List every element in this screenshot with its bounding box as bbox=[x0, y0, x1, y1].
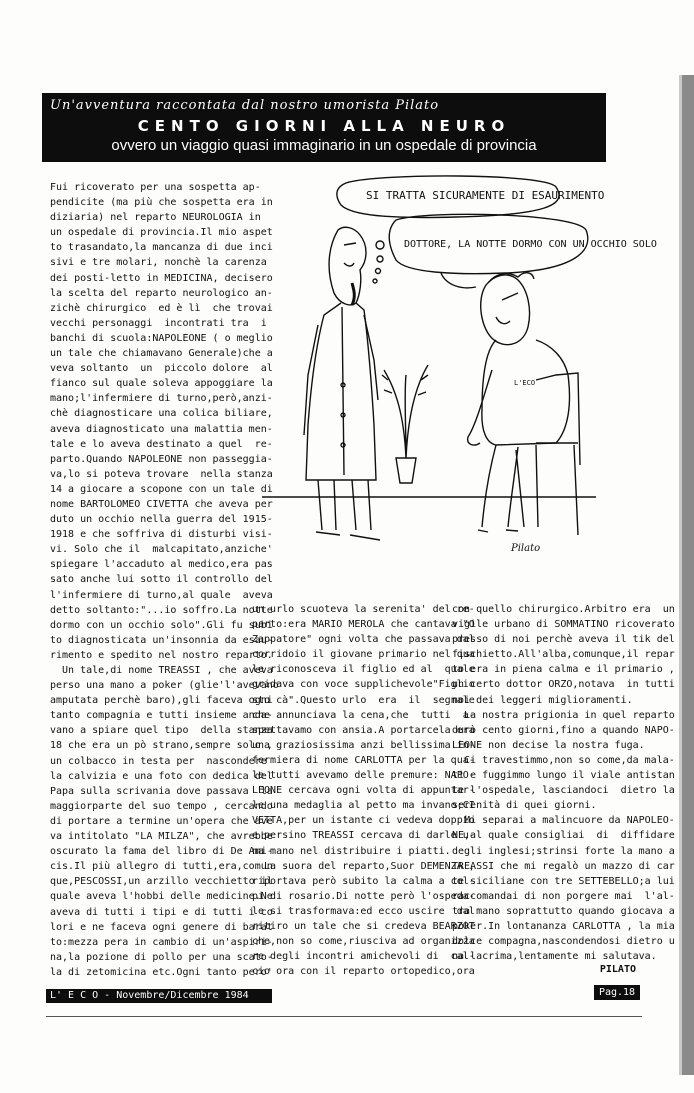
shirt-label: L'ECO bbox=[514, 379, 536, 387]
chair bbox=[516, 373, 580, 535]
cartoon-illustration bbox=[256, 175, 657, 570]
text-column-2: un urlo scuoteva la serenita' del re- parto:era MARIO MEROLA che cantava "O Zappatore" ogni volta che passava dal corridoio il giovane primario nel qua le riconosceva il figlio ed al quale gridava con voce supplichevole"Figlio sto cà".Questo urlo era il segnale che annunciava la cena,che tutti a- spettavamo con ansia.A portarcela era una graziosissima anzi bellissima in- fermiera di nome CARLOTTA per la qua- le tutti avevamo delle premure: NAPO- LEONE cercava ogni volta di appuntar- le una medaglia al petto ma invano;CI VETTA,per un istante ci vedeva doppio e persino TREASSI cercava di darle u- na mano nel distribuire i piatti. La suora del reparto,Suor DEMENZA , riportava però subito la calma a col- pi di rosario.Di notte però l'ospeda- le si trasformava:ed ecco uscire dal ritiro un tale che si credeva BEARZOT che,non so come,riusciva ad organizza re degli incontri amichevoli di cal- cio ora con il reparto ortopedico,ora bbox=[252, 604, 475, 978]
illustration-signature: Pilato bbox=[511, 543, 541, 554]
text-column-3: con quello chirurgico.Arbitro era un vigile urbano di SOMMATINO ricoverato presso di noi perchè aveva il tik del fischietto.All'alba,comunque,il repar to era in piena calma e il primario , un certo dottor ORZO,notava in tutti noi dei leggeri miglioramenti. La nostra prigionia in quel reparto durò cento giorni,fino a quando NAPO- LEONE non decise la nostra fuga. Ci travestimmo,non so come,da mala- ti e fuggimmo lungo il viale antistan te l'ospedale, lasciandoci dietro la serenità di quei giorni. Mi separai a malincuore da NAPOLEO- NE,al quale consigliai di diffidare degli inglesi;strinsi forte la mano a TREASSI che mi regalò un mazzo di car te siciliane con tre SETTEBELLO;a lui raccomandai di non porgere mai l'al- tra mano soprattutto quando giocava a poker.In lontananza CARLOTTA , la mia dolce compagna,nascondendosi dietro u na lacrima,lentamente mi salutava. bbox=[452, 604, 675, 963]
article-subtitle: ovvero un viaggio quasi immaginario in un ospedale di provincia bbox=[111, 137, 537, 154]
page-number: Pag.18 bbox=[594, 985, 640, 1000]
article-kicker: Un'avventura raccontata dal nostro umorista Pilato bbox=[50, 98, 440, 113]
patient-figure bbox=[481, 275, 530, 345]
bubble-doctor-text: SI TRATTA SICURAMENTE DI ESAURIMENTO bbox=[366, 189, 605, 202]
author-signature: PILATO bbox=[599, 964, 636, 975]
scan-edge bbox=[682, 75, 694, 1075]
footer-publication: L' E C O - Novembre/Dicembre 1984 bbox=[46, 989, 272, 1003]
plant bbox=[396, 458, 416, 483]
bubble-patient-text: DOTTORE, LA NOTTE DORMO CON UN OCCHIO SOLO bbox=[404, 239, 657, 250]
bottom-rule bbox=[46, 1016, 642, 1017]
text-column-1: Fui ricoverato per una sospetta ap- pendicite (ma più che sospetta era in diziaria) nel reparto NEUROLOGIA in un ospedale di provincia.Il mio aspet to trasandato,la mancanza di due inci sivi e tre molari, nonchè la carenza dei posti-letto in MEDICINA, decisero la scelta del reparto neurologico an- zichè chirurgico ed è lì che trovai vecchi personaggi incontrati tra i banchi di scuola:NAPOLEONE ( o meglio un tale che chiamavano Generale)che a veva soltanto un piccolo dolore al fianco sul quale soleva appoggiare la mano;l'infermiere di turno,però,anzi- chè diagnosticare una colica biliare, aveva diagnosticato una malattia men- tale e lo aveva destinato a quel re- parto.Quando NAPOLEONE non passeggia- va,lo si poteva trovare nella stanza 14 a giocare a scopone con un tale di nome BARTOLOMEO CIVETTA che aveva per duto un occhio nella guerra del 1915- 1918 e che soffriva di disturbi visi- vi. Solo che il malcapitato,anziche' spiegare l'accaduto al medico,era pas sato anche lui sotto il controllo del l'infermiere di turno,al quale aveva detto soltanto:"...io soffro.La notte dormo con un occhio solo".Gli fu subi to diagnosticata un'insonnia da esau- rimento e spedito nel nostro reparto. Un tale,di nome TREASSI , che aveva perso una mano a poker (glie'l'avevano amputata perchè baro),gli faceva ogni tanto compagnia e tutti insieme anda- vano a spiare quel tipo della stanza 18 che era un pò strano,sempre solo , un colbacco in testa per nascondere la calvizia e una foto con dedica del Papa sulla scrivania dove passava la maggiorparte del suo tempo , cercando di portare a termine un'opera che ave va intitolato "LA MILZA", che avrebbe oscurato la fama del libro di De Ami- cis.Il più allegro di tutti,era,comun que,PESCOSSI,un arzillo vecchietto il quale aveva l'hobbi delle medicine.Ne aveva di tutti i tipi e di tutti i co lori e ne faceva ogni genere di barat to:mezza pera in cambio di un'aspiri- na,la pozione di pollo per una scato- la di zetomicina etc.Ogni tanto pero' bbox=[50, 182, 279, 978]
article-title: CENTO GIORNI ALLA NEURO bbox=[137, 117, 511, 135]
scan-edge-shadow bbox=[679, 75, 682, 1075]
article-header bbox=[42, 93, 606, 162]
